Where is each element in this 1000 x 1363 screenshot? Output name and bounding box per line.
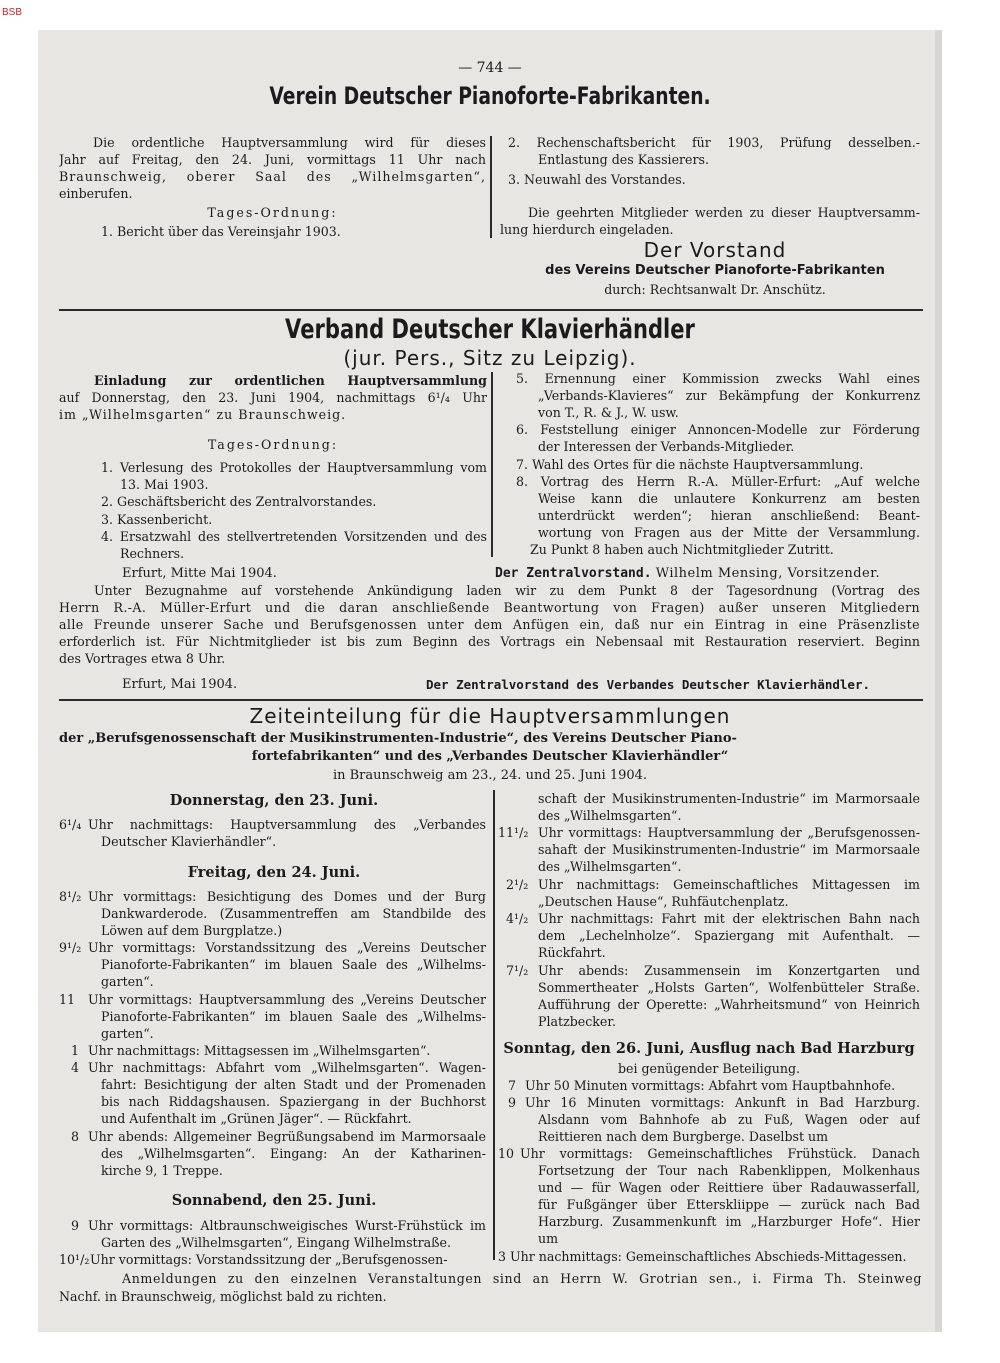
- s1-right-line: 2. Rechenschaftsbericht für 1903, Prüfung desselben.-: [508, 135, 920, 150]
- s2-right-line: wortung von Fragen aus der Mitte der Versammlung.: [538, 525, 920, 540]
- section3-subtitle-line: der „Berufsgenossenschaft der Musikinstrumenten-Industrie“, des Vereins Deutscher Piano-: [59, 731, 737, 746]
- schedule-time: 1: [71, 1043, 80, 1058]
- schedule-line: Aufführung der Operette: „Wahrheitsmund“ von Heinrich: [538, 997, 920, 1012]
- s2-paragraph-line: des Vortrages etwa 8 Uhr.: [59, 651, 226, 666]
- schedule-line: des „Wilhelmsgarten“. Eingang: An der Katharinen-: [101, 1146, 486, 1161]
- section3-title: Zeiteinteilung für die Hauptversammlungen: [249, 704, 731, 728]
- s1-right-line: Entlastung des Kassierers.: [538, 152, 709, 167]
- schedule-line: Uhr vormittags: Altbraunschweigisches Wurst-Frühstück im: [88, 1218, 486, 1233]
- s2-signature-1: [495, 565, 880, 582]
- schedule-line: und Aufenthalt im „Grünen Jäger“. — Rückfahrt.: [101, 1111, 412, 1126]
- schedule-line: Fortsetzung der Tour nach Rabenklippen, Molkenhaus: [538, 1163, 920, 1178]
- schedule-time: 6¹/₄: [59, 817, 82, 832]
- schedule-line: Uhr nachmittags: Gemeinschaftliches Abschieds-Mittagessen.: [510, 1249, 907, 1264]
- schedule-line: Uhr vormittags: Hauptversammlung der „Berufsgenossen-: [538, 825, 920, 840]
- schedule-line: Uhr abends: Zusammensein im Konzertgarten und: [538, 963, 920, 978]
- s1-right-line: Die geehrten Mitglieder werden zu dieser Hauptversamm-: [528, 205, 920, 220]
- scanned-page: [38, 30, 942, 1332]
- library-corner-mark: BSB: [2, 7, 23, 18]
- s1-left-line: Die ordentliche Hauptversammlung wird für dieses: [93, 135, 486, 150]
- section1-column-rule: [490, 136, 492, 238]
- schedule-time: 9: [71, 1218, 80, 1233]
- section2-title-wrap: [38, 314, 942, 348]
- schedule-time: 10¹/₂: [59, 1252, 90, 1267]
- schedule-time: 9¹/₂: [59, 940, 82, 955]
- s2-paragraph-line: erforderlich ist. Für Nichtmitglieder ist bis zum Beginn des Vortrags ein Nebensaal mit Restauration reserviert. Beginn: [59, 634, 920, 649]
- s2-left-line: 4. Ersatzwahl des stellvertretenden Vorsitzenden und des: [101, 529, 487, 544]
- schedule-line: garten“.: [101, 1026, 154, 1041]
- schedule-line: kirche 9, 1 Treppe.: [101, 1163, 223, 1178]
- schedule-time: 2¹/₂: [506, 877, 529, 892]
- s2-right-line: 6. Feststellung einiger Annoncen-Modelle zur Förderung: [516, 422, 920, 437]
- schedule-line: „Deutschen Hause“, Ruhfäutchenplatz.: [538, 894, 789, 909]
- day-heading-sunday-note: bei genügender Beteiligung.: [617, 1061, 801, 1076]
- schedule-line: Uhr nachmittags: Hauptversammlung des „Verbandes: [88, 817, 486, 832]
- s1-right-line: 3. Neuwahl des Vorstandes.: [508, 172, 686, 187]
- schedule-line: Uhr 50 Minuten vormittags: Abfahrt vom Hauptbahnhofe.: [525, 1078, 896, 1093]
- schedule-line: des „Wilhelmsgarten“.: [538, 859, 682, 874]
- schedule-line: Uhr vormittags: Gemeinschaftliches Frühstück. Danach: [520, 1146, 920, 1161]
- s1-agenda-item: 1. Bericht über das Vereinsjahr 1903.: [101, 224, 341, 239]
- schedule-time: 10: [498, 1146, 515, 1161]
- schedule-line: Sommertheater „Holsts Garten“, Wolfenbütteler Straße.: [538, 980, 920, 995]
- schedule-time: 4¹/₂: [506, 911, 529, 926]
- s2-signature-1-org: Der Zentralvorstand.: [495, 566, 652, 581]
- schedule-line: Uhr vormittags: Besichtigung des Domes und der Burg: [88, 889, 486, 904]
- schedule-line: Uhr vormittags: Vorstandssitzung des „Vereins Deutscher: [88, 940, 486, 955]
- schedule-line: Platzbecker.: [538, 1014, 616, 1029]
- schedule-line: Uhr abends: Allgemeiner Begrüßungsabend im Marmorsaale: [88, 1129, 486, 1144]
- s2-date-1: Erfurt, Mitte Mai 1904.: [122, 566, 277, 581]
- section-divider: [59, 699, 923, 701]
- s2-paragraph-line: alle Freunde unserer Sache und Berufsgenossen unter dem Anfügen ein, daß nur ein Eintrag in eine Präsenzliste: [59, 617, 920, 632]
- schedule-time: 7¹/₂: [506, 963, 529, 978]
- s1-left-line: Jahr auf Freitag, den 24. Juni, vormittags 11 Uhr nach: [59, 152, 486, 167]
- s2-left-line: auf Donnerstag, den 23. Juni 1904, nachmittags 6¹/₄ Uhr: [59, 390, 487, 405]
- section3-subtitle-line: fortefabrikanten“ und des „Verbandes Deutscher Klavierhändler“: [251, 749, 729, 764]
- s2-left-line: 3. Kassenbericht.: [101, 512, 213, 527]
- s1-left-line: Braunschweig, oberer Saal des „Wilhelmsgarten“,: [59, 169, 486, 184]
- schedule-line: bis nach Riddagshausen. Spaziergang in der Buchhorst: [101, 1094, 486, 1109]
- schedule-line: Alsdann vom Bahnhofe ab zu Fuß, Wagen oder auf: [538, 1112, 920, 1127]
- s2-signature-1-person: Wilhelm Mensing, Vorsitzender.: [655, 566, 881, 581]
- schedule-line: Uhr vormittags: Vorstandssitzung der „Berufsgenossen-: [90, 1252, 448, 1267]
- schedule-line: Uhr nachmittags: Abfahrt vom „Wilhelmsgarten“. Wagen-: [88, 1060, 486, 1075]
- footer-line: Anmeldungen zu den einzelnen Veranstaltungen sind an Herrn W. Grotrian sen., i. Firma Th. Steinweg: [122, 1271, 922, 1286]
- section-divider: [59, 309, 923, 311]
- s2-paragraph-line: Herrn R.-A. Müller-Erfurt und die daran anschließende Beantwortung von Fragen) außer unseren Mitgliedern: [59, 600, 920, 615]
- s2-paragraph-line: Unter Bezugnahme auf vorstehende Ankündigung laden wir zu dem Punkt 8 der Tagesordnung (Vortrag des: [94, 583, 920, 598]
- s1-signature-title: Der Vorstand: [643, 238, 787, 262]
- schedule-line: Harzburg. Zusammenkunft im „Harzburger Hofe“. Hier: [538, 1214, 920, 1229]
- s2-right-line: 8. Vortrag des Herrn R.-A. Müller-Erfurt: „Auf welche: [516, 474, 920, 489]
- schedule-line: schaft der Musikinstrumenten-Industrie“ im Marmorsaale: [538, 791, 920, 806]
- s2-left-line: Einladung zur ordentlichen Hauptversammlung: [94, 373, 487, 388]
- s2-right-line: Zu Punkt 8 haben auch Nichtmitglieder Zutritt.: [530, 542, 834, 557]
- schedule-time: 9: [508, 1095, 517, 1110]
- schedule-line: dem „Lechelnholze“. Spaziergang mit Aufenthalt. —: [538, 928, 920, 943]
- schedule-line: Pianoforte-Fabrikanten“ im blauen Saale des „Wilhelms-: [101, 957, 486, 972]
- s1-signature-org: des Vereins Deutscher Pianoforte-Fabrikanten: [545, 263, 885, 278]
- s2-right-line: 7. Wahl des Ortes für die nächste Hauptversammlung.: [516, 457, 864, 472]
- s2-right-line: Weise kann die unlautere Konkurrenz am besten: [538, 491, 920, 506]
- schedule-line: Garten des „Wilhelmsgarten“, Eingang Wilhelmstraße.: [101, 1235, 452, 1250]
- schedule-line: Uhr nachmittags: Fahrt mit der elektrischen Bahn nach: [538, 911, 920, 926]
- footer-line: Nachf. in Braunschweig, möglichst bald zu richten.: [59, 1289, 387, 1304]
- s2-left-line: 1. Verlesung des Protokolles der Hauptversammlung vom: [101, 460, 487, 475]
- schedule-time: 8: [71, 1129, 80, 1144]
- schedule-line: Deutscher Klavierhändler“.: [101, 834, 277, 849]
- schedule-line: Uhr nachmittags: Gemeinschaftliches Mittagessen im: [538, 877, 920, 892]
- s2-left-line: 2. Geschäftsbericht des Zentralvorstandes.: [101, 494, 377, 509]
- schedule-time: 4: [71, 1060, 80, 1075]
- day-heading-friday: Freitag, den 24. Juni.: [187, 864, 361, 881]
- schedule-line: fahrt: Besichtigung der alten Stadt und der Promenaden: [101, 1077, 486, 1092]
- section3-subtitle-line: in Braunschweig am 23., 24. und 25. Juni 1904.: [332, 768, 648, 783]
- s2-right-line: von T., R. & J., W. usw.: [538, 405, 679, 420]
- s2-right-line: 5. Ernennung einer Kommission zwecks Wahl eines: [516, 371, 920, 386]
- schedule-line: für Fußgänger über Etterskliippe — zurück nach Bad: [538, 1197, 920, 1212]
- day-heading-sunday: Sonntag, den 26. Juni, Ausflug nach Bad Harzburg: [503, 1040, 915, 1057]
- s1-agenda-heading: Tages-Ordnung:: [207, 205, 338, 220]
- s1-signature-by: durch: Rechtsanwalt Dr. Anschütz.: [604, 282, 826, 297]
- section2-column-rule: [491, 372, 493, 557]
- day-heading-saturday: Sonnabend, den 25. Juni.: [171, 1192, 377, 1209]
- s2-left-line: Rechners.: [120, 546, 185, 561]
- s2-date-2: Erfurt, Mai 1904.: [122, 677, 238, 692]
- section1-title: Verein Deutscher Pianoforte-Fabrikanten.: [269, 82, 711, 110]
- schedule-line: Rückfahrt.: [538, 945, 606, 960]
- schedule-line: Uhr vormittags: Hauptversammlung des „Vereins Deutscher: [88, 992, 486, 1007]
- schedule-line: um: [538, 1231, 559, 1246]
- schedule-time: 8¹/₂: [59, 889, 82, 904]
- schedule-line: Uhr nachmittags: Mittagsessen im „Wilhelmsgarten“.: [88, 1043, 431, 1058]
- s2-agenda-heading: Tages-Ordnung:: [207, 437, 339, 452]
- schedule-line: des „Wilhelmsgarten“.: [538, 808, 682, 823]
- s2-right-line: „Verbands-Klavieres“ zur Bekämpfung der Konkurrenz: [538, 388, 920, 403]
- page-edge: [935, 30, 942, 1332]
- page-number: — 744 —: [458, 60, 522, 76]
- schedule-line: Pianoforte-Fabrikanten“ im blauen Saale des „Wilhelms-: [101, 1009, 486, 1024]
- section3-column-rule: [493, 790, 495, 1260]
- s2-signature-2: Der Zentralvorstand des Verbandes Deutscher Klavierhändler.: [426, 677, 871, 692]
- schedule-line: Uhr 16 Minuten vormittags: Ankunft in Bad Harzburg.: [525, 1095, 920, 1110]
- schedule-line: Dankwarderode. (Zusammentreffen am Standbilde des: [101, 906, 486, 921]
- schedule-time: 7: [508, 1078, 517, 1093]
- schedule-line: Löwen auf dem Burgplatze.): [101, 923, 283, 938]
- schedule-line: Reittieren nach dem Burgberge. Daselbst um: [538, 1129, 829, 1144]
- section2-subtitle: (jur. Pers., Sitz zu Leipzig).: [343, 346, 637, 370]
- schedule-line: sahaft der Musikinstrumenten-Industrie“ im Marmorsaale: [538, 842, 920, 857]
- schedule-line: und — für Wagen oder Reittiere über Radauwasserfall,: [538, 1180, 920, 1195]
- s2-right-line: unterdrückt werden“; hieran anschließend: Beant-: [538, 508, 920, 523]
- schedule-line: garten“.: [101, 974, 154, 989]
- s2-left-line: im „Wilhelmsgarten“ zu Braunschweig.: [59, 407, 347, 422]
- day-heading-thursday: Donnerstag, den 23. Juni.: [169, 792, 379, 809]
- s1-right-line: lung hierdurch eingeladen.: [500, 222, 674, 237]
- s1-left-line: einberufen.: [59, 186, 133, 201]
- section1-title-wrap: [38, 82, 942, 116]
- schedule-time: 3: [498, 1249, 507, 1264]
- s2-right-line: der Interessen der Verbands-Mitglieder.: [538, 439, 795, 454]
- schedule-time: 11¹/₂: [498, 825, 529, 840]
- section2-title: Verband Deutscher Klavierhändler: [285, 314, 695, 345]
- s2-left-line: 13. Mai 1903.: [120, 477, 209, 492]
- schedule-time: 11: [59, 992, 76, 1007]
